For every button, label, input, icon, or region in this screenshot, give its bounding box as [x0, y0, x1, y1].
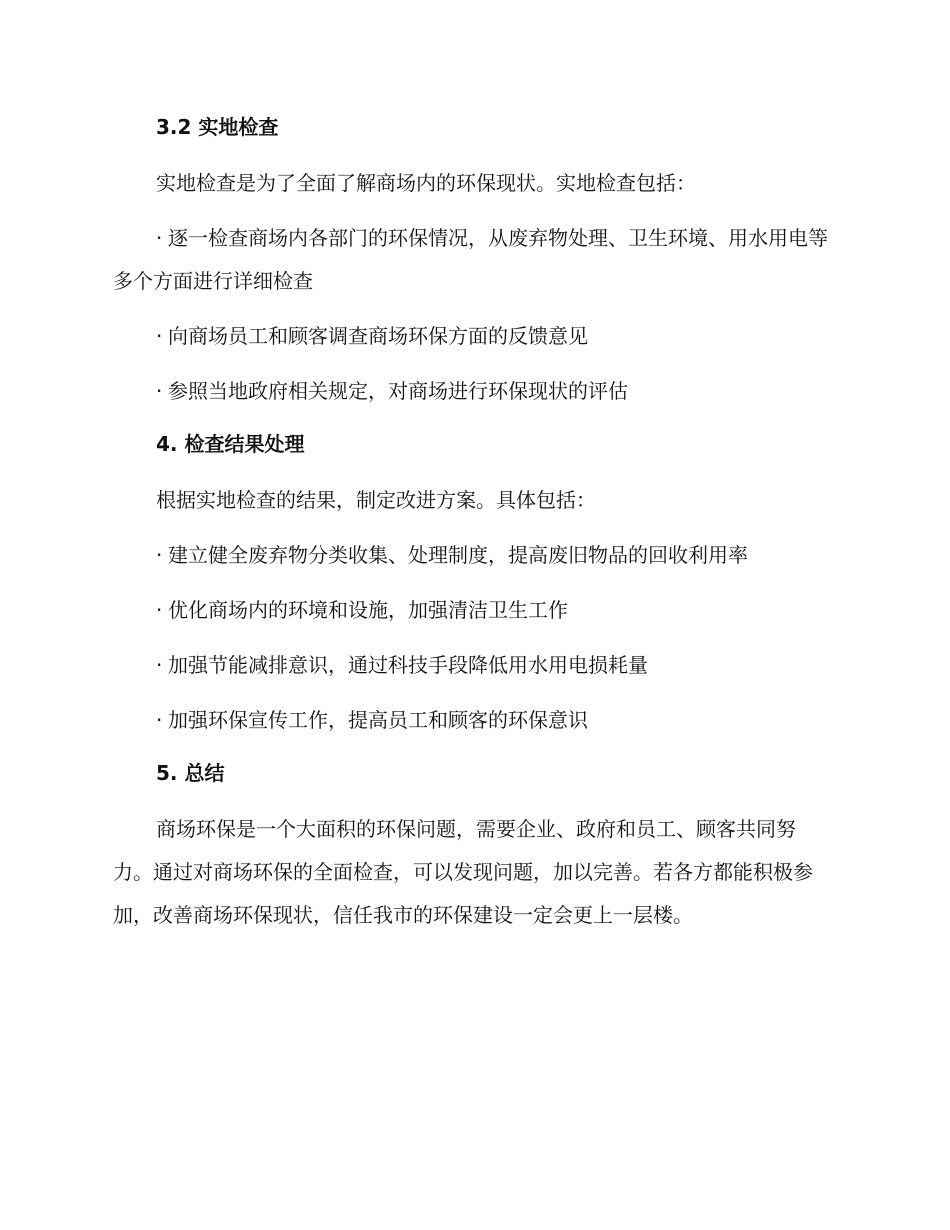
bullet-item	[113, 644, 833, 687]
bullet-marker: ·	[156, 653, 163, 677]
bullet-text: 优化商场内的环境和设施，加强清洁卫生工作	[168, 598, 568, 622]
bullet-item	[113, 534, 833, 577]
bullet-text: 加强环保宣传工作，提高员工和顾客的环保意识	[168, 708, 588, 732]
bullet-item	[113, 699, 833, 742]
bullet-text: 逐一检查商场内各部门的环保情况，从废弃物处理、卫生环境、用水用电等多个方面进行详细检查	[113, 226, 828, 293]
bullet-text: 加强节能减排意识，通过科技手段降低用水用电损耗量	[168, 653, 648, 677]
bullet-item	[113, 315, 833, 358]
section-heading-summary: 5. 总结	[156, 761, 225, 785]
bullet-marker: ·	[156, 598, 163, 622]
bullet-marker: ·	[156, 226, 163, 250]
bullet-text: 参照当地政府相关规定，对商场进行环保现状的评估	[168, 379, 628, 403]
section-intro-field-inspection: 实地检查是为了全面了解商场内的环保现状。实地检查包括：	[156, 171, 696, 195]
document-content	[113, 108, 833, 949]
bullet-text: 建立健全废弃物分类收集、处理制度，提高废旧物品的回收利用率	[168, 543, 748, 567]
section-heading-result-handling: 4. 检查结果处理	[156, 432, 305, 456]
bullet-item	[113, 217, 833, 303]
bullet-marker: ·	[156, 543, 163, 567]
bullet-marker: ·	[156, 708, 163, 732]
bullet-marker: ·	[156, 379, 163, 403]
bullet-item	[113, 589, 833, 632]
section-body-summary: 商场环保是一个大面积的环保问题，需要企业、政府和员工、顾客共同努力。通过对商场环保的全面检查，可以发现问题，加以完善。若各方都能积极参加，改善商场环保现状，信任我市的环保建设一定会更上一层楼。	[113, 817, 813, 927]
section-intro-result-handling: 根据实地检查的结果，制定改进方案。具体包括：	[156, 488, 596, 512]
bullet-text: 向商场员工和顾客调查商场环保方面的反馈意见	[168, 324, 588, 348]
bullet-item	[113, 370, 833, 413]
bullet-marker: ·	[156, 324, 163, 348]
section-heading-field-inspection: 3.2 实地检查	[156, 115, 279, 139]
